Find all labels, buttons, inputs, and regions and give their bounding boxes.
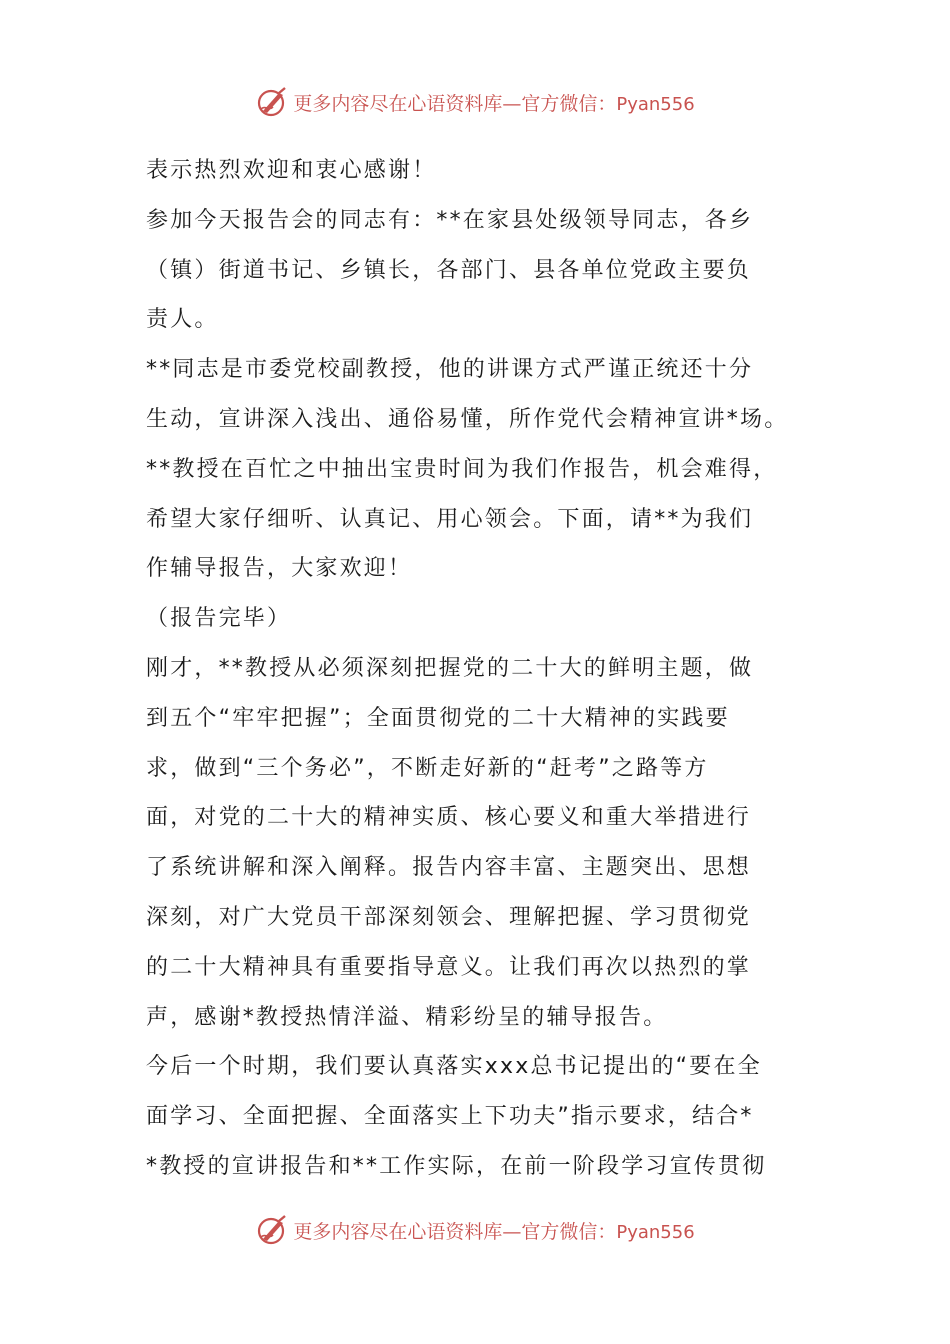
text-line: 刚才，**教授从必须深刻把握党的二十大的鲜明主题，做: [146, 655, 754, 681]
pen-logo-icon: [255, 1213, 289, 1247]
text-line: 声，感谢*教授热情洋溢、精彩纷呈的辅导报告。: [146, 1004, 668, 1030]
text-line: 的二十大精神具有重要指导意义。让我们再次以热烈的掌: [146, 954, 752, 980]
text-line: 参加今天报告会的同志有：**在家县处级领导同志，各乡: [146, 207, 754, 233]
text-line: 深刻，对广大党员干部深刻领会、理解把握、学习贯彻党: [146, 904, 752, 930]
watermark-text: 更多内容尽在心语资料库—官方微信：Pyan556: [293, 1220, 695, 1243]
text-line: **同志是市委党校副教授，他的讲课方式严谨正统还十分: [146, 357, 754, 383]
document-body: [146, 146, 826, 1192]
watermark-header: [0, 82, 950, 122]
text-line: 面学习、全面把握、全面落实上下功夫”指示要求，结合*: [146, 1104, 754, 1130]
text-line: 生动，宣讲深入浅出、通俗易懂，所作党代会精神宣讲*场。: [146, 406, 789, 432]
text-line: 责人。: [146, 307, 219, 333]
text-line: 到五个“牢牢把握”；全面贯彻党的二十大精神的实践要: [146, 705, 730, 731]
text-line: （镇）街道书记、乡镇长，各部门、县各单位党政主要负: [146, 257, 752, 283]
text-line: *教授的宣讲报告和**工作实际，在前一阶段学习宣传贯彻: [146, 1153, 767, 1179]
pen-logo-icon: [255, 85, 289, 119]
text-line: 希望大家仔细听、认真记、用心领会。下面，请**为我们: [146, 506, 754, 532]
text-line: 作辅导报告，大家欢迎！: [146, 556, 413, 582]
text-line: 表示热烈欢迎和衷心感谢！: [146, 158, 437, 183]
watermark-text: 更多内容尽在心语资料库—官方微信：Pyan556: [293, 92, 695, 115]
text-line: 了系统讲解和深入阐释。报告内容丰富、主题突出、思想: [146, 855, 752, 881]
text-line: 求，做到“三个务必”，不断走好新的“赶考”之路等方: [146, 755, 709, 781]
text-line: （报告完毕）: [146, 606, 292, 632]
text-line: **教授在百忙之中抽出宝贵时间为我们作报告，机会难得，: [146, 456, 778, 482]
text-line: 今后一个时期，我们要认真落实xxx总书记提出的“要在全: [146, 1054, 762, 1080]
watermark-footer: [0, 1210, 950, 1250]
text-line: 面，对党的二十大的精神实质、核心要义和重大举措进行: [146, 805, 752, 831]
